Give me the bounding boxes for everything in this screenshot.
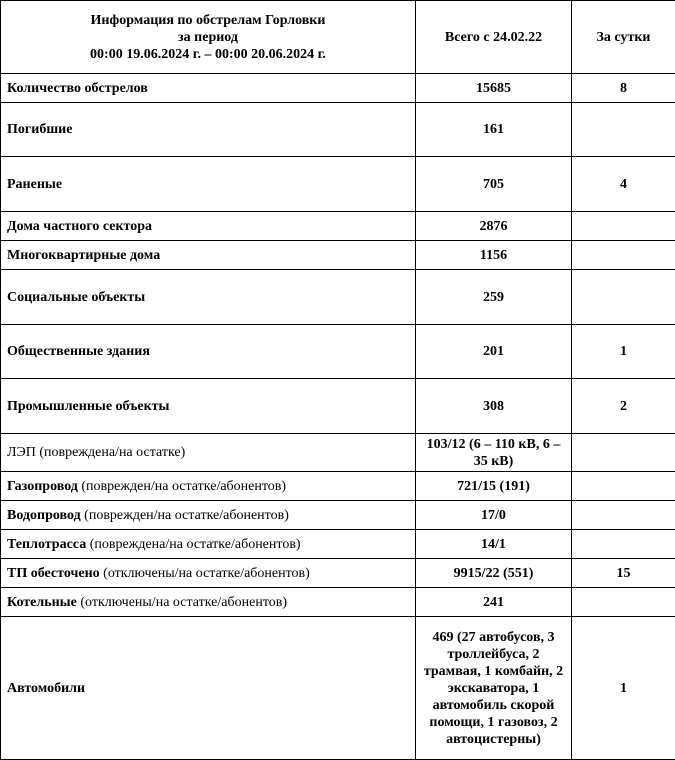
report-period: 00:00 19.06.2024 г. – 00:00 20.06.2024 г. (90, 46, 326, 62)
row-day: 2 (572, 379, 675, 434)
row-label-cell (1, 270, 416, 325)
row-total: 2876 (416, 212, 572, 241)
table-row (1, 103, 675, 157)
table-row (1, 325, 675, 379)
table-row (1, 379, 675, 434)
row-note: (отключены/на остатке/абонентов) (76, 594, 288, 610)
table-row (1, 559, 675, 588)
row-note: (повреждена/на остатке) (35, 445, 186, 460)
row-label-cell (1, 103, 416, 157)
row-total: 17/0 (416, 501, 572, 530)
table-row (1, 501, 675, 530)
header-row (1, 1, 675, 74)
row-label-cell (1, 472, 416, 501)
row-total: 201 (416, 325, 572, 379)
row-total: 705 (416, 157, 572, 212)
row-note: (повреждена/на остатке/абонентов) (86, 536, 301, 552)
row-label: Дома частного сектора (7, 218, 153, 234)
table-row (1, 157, 675, 212)
row-total: 721/15 (191) (416, 472, 572, 501)
row-label: Многоквартирные дома (7, 247, 161, 263)
row-label-cell (1, 530, 416, 559)
row-day (572, 103, 675, 157)
report-title-cell (1, 1, 416, 74)
row-total: 9915/22 (551) (416, 559, 572, 588)
row-label-cell (1, 434, 416, 472)
row-label-cell (1, 157, 416, 212)
row-label: Социальные объекты (7, 289, 146, 305)
row-day (572, 530, 675, 559)
row-label-cell (1, 501, 416, 530)
row-day (572, 241, 675, 270)
row-label-cell (1, 212, 416, 241)
table-row (1, 472, 675, 501)
row-label: Автомобили (7, 680, 86, 696)
row-total: 259 (416, 270, 572, 325)
row-day (572, 434, 675, 472)
column-header-day: За сутки (572, 1, 675, 74)
row-label: Раненые (7, 176, 63, 192)
row-label: Промышленные объекты (7, 398, 170, 414)
row-total: 308 (416, 379, 572, 434)
row-note: (отключены/на остатке/абонентов) (99, 565, 310, 581)
row-label-cell (1, 379, 416, 434)
row-day: 8 (572, 74, 675, 103)
row-total: 161 (416, 103, 572, 157)
row-day: 1 (572, 325, 675, 379)
row-day (572, 270, 675, 325)
row-day (572, 588, 675, 617)
table-row (1, 530, 675, 559)
row-note: (поврежден/на остатке/абонентов) (77, 478, 287, 494)
table-row (1, 434, 675, 472)
row-note: (поврежден/на остатке/абонентов) (80, 507, 289, 523)
row-label-cell (1, 617, 416, 760)
table-row (1, 617, 675, 760)
column-header-total: Всего с 24.02.22 (416, 1, 572, 74)
row-label: Котельные (7, 594, 77, 610)
row-total: 469 (27 автобусов, 3 троллейбуса, 2 трамвая, 1 комбайн, 2 экскаватора, 1 автомобиль скорой помощи, 1 газовоз, 2 автоцистерны) (416, 617, 572, 760)
table-row (1, 74, 675, 103)
row-label: ЛЭП (7, 445, 36, 460)
row-label-cell (1, 559, 416, 588)
row-total: 14/1 (416, 530, 572, 559)
table-row (1, 241, 675, 270)
table-row (1, 270, 675, 325)
row-label-cell (1, 588, 416, 617)
row-label: Погибшие (7, 122, 73, 137)
report-title-line1: Информация по обстрелам Горловки (90, 12, 326, 28)
row-label-cell (1, 241, 416, 270)
report-title-line2: за период (178, 29, 238, 45)
table-row (1, 588, 675, 617)
row-label-cell (1, 325, 416, 379)
row-label: Водопровод (7, 507, 81, 523)
row-label: Газопровод (7, 478, 78, 494)
row-day (572, 472, 675, 501)
row-label: ТП обесточено (7, 565, 100, 581)
row-day (572, 212, 675, 241)
row-day: 4 (572, 157, 675, 212)
row-total: 1156 (416, 241, 572, 270)
table-row (1, 212, 675, 241)
row-label: Количество обстрелов (7, 80, 148, 96)
row-day (572, 501, 675, 530)
row-day: 1 (572, 617, 675, 760)
row-total: 103/12 (6 – 110 кВ, 6 – 35 кВ) (416, 434, 572, 472)
row-total: 15685 (416, 74, 572, 103)
row-label: Теплотрасса (7, 536, 87, 552)
row-label: Общественные здания (7, 344, 150, 359)
row-total: 241 (416, 588, 572, 617)
row-label-cell (1, 74, 416, 103)
row-day: 15 (572, 559, 675, 588)
